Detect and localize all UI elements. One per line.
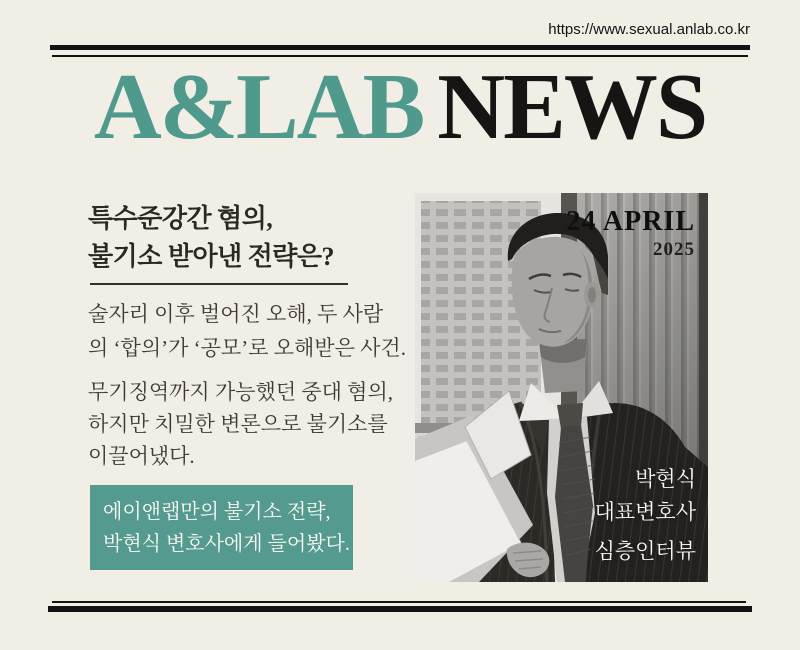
masthead-news: NEWS — [437, 55, 707, 159]
caption-line: 심층인터뷰 — [594, 539, 696, 563]
caption-line: 대표변호사 — [594, 500, 696, 524]
highlight-line: 박현식 변호사에게 들어봤다. — [103, 532, 350, 555]
caption-line: 박현식 — [635, 467, 696, 491]
photo-caption — [595, 463, 696, 568]
article-paragraph-1 — [88, 297, 406, 365]
top-rule-thick — [50, 45, 750, 50]
headline-divider — [90, 283, 348, 285]
photo-date — [566, 207, 695, 261]
masthead-brand: A&LAB — [93, 55, 424, 159]
highlight-box — [90, 485, 353, 570]
masthead — [0, 56, 800, 159]
headline-line: 불기소 받아낸 전략은? — [88, 242, 335, 271]
site-url: https://www.sexual.anlab.co.kr — [548, 21, 750, 38]
bottom-rule-thick — [48, 606, 752, 612]
paragraph-line: 하지만 치밀한 변론으로 불기소를 — [88, 412, 388, 436]
article-headline — [88, 200, 334, 276]
lawyer-photo — [415, 193, 708, 582]
highlight-line: 에이앤랩만의 불기소 전략, — [103, 500, 331, 523]
paragraph-line: 무기징역까지 가능했던 중대 혐의, — [88, 380, 394, 404]
paragraph-line: 이끌어냈다. — [88, 444, 195, 468]
headline-line: 특수준강간 혐의, — [88, 204, 273, 233]
bottom-rule-thin — [52, 601, 746, 603]
photo-date-year: 2025 — [653, 239, 695, 260]
article-paragraph-2 — [88, 376, 393, 472]
paragraph-line: 술자리 이후 벌어진 오해, 두 사람 — [88, 302, 384, 326]
photo-date-day-month: 24 APRIL — [566, 206, 695, 237]
paragraph-line: 의 ‘합의’가 ‘공모’로 오해받은 사건. — [88, 336, 406, 360]
